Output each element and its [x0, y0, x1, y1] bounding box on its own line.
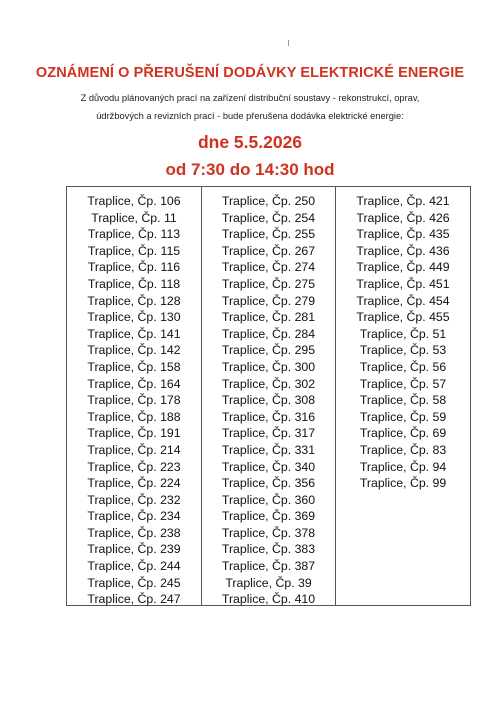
address-cell: Traplice, Čp. 130 [87, 310, 181, 325]
address-cell: Traplice, Čp. 245 [87, 575, 181, 590]
address-cell: Traplice, Čp. 317 [221, 426, 316, 441]
address-cell: Traplice, Čp. 234 [87, 509, 181, 524]
address-cell: Traplice, Čp. 275 [221, 276, 316, 291]
address-cell: Traplice, Čp. 284 [221, 326, 316, 341]
address-cell: Traplice, Čp. 281 [221, 310, 316, 325]
address-cell: Traplice, Čp. 250 [221, 194, 316, 208]
address-table [66, 186, 471, 606]
address-cell: Traplice, Čp. 331 [221, 442, 316, 457]
notice-title: OZNÁMENÍ O PŘERUŠENÍ DODÁVKY ELEKTRICKÉ ENERGIE [35, 65, 465, 81]
address-cell: Traplice, Čp. 316 [221, 409, 316, 424]
address-cell: Traplice, Čp. 56 [359, 359, 447, 374]
address-cell: Traplice, Čp. 302 [221, 376, 316, 391]
address-cell: Traplice, Čp. 57 [359, 376, 447, 391]
address-cell: Traplice, Čp. 116 [87, 260, 181, 275]
address-cell: Traplice, Čp. 128 [87, 293, 181, 308]
address-cell: Traplice, Čp. 360 [221, 492, 316, 507]
address-cell: Traplice, Čp. 223 [87, 459, 181, 474]
address-column-1 [67, 187, 201, 605]
address-cell: Traplice, Čp. 188 [87, 409, 181, 424]
address-cell: Traplice, Čp. 238 [87, 525, 181, 540]
address-cell: Traplice, Čp. 118 [87, 276, 181, 291]
outage-time: od 7:30 do 14:30 hod [165, 160, 335, 179]
address-cell: Traplice, Čp. 69 [359, 426, 447, 441]
address-cell: Traplice, Čp. 254 [221, 210, 316, 225]
address-cell: Traplice, Čp. 410 [221, 592, 316, 607]
address-cell: Traplice, Čp. 83 [359, 442, 447, 457]
address-cell: Traplice, Čp. 106 [87, 194, 181, 208]
scan-mark [288, 40, 289, 46]
address-cell: Traplice, Čp. 426 [356, 210, 450, 225]
address-cell: Traplice, Čp. 239 [87, 542, 181, 557]
address-column-3 [335, 187, 470, 605]
address-cell: Traplice, Čp. 58 [359, 393, 447, 408]
address-cell: Traplice, Čp. 178 [87, 393, 181, 408]
address-cell: Traplice, Čp. 164 [87, 376, 181, 391]
address-cell: Traplice, Čp. 191 [87, 426, 181, 441]
address-cell: Traplice, Čp. 451 [356, 276, 450, 291]
notice-description-line2: údržbových a revizních prací - bude přerušena dodávka elektrické energie: [96, 111, 404, 121]
address-cell: Traplice, Čp. 51 [359, 326, 447, 341]
address-cell: Traplice, Čp. 232 [87, 492, 181, 507]
address-cell: Traplice, Čp. 11 [91, 210, 177, 225]
address-cell: Traplice, Čp. 295 [221, 343, 316, 358]
outage-date: dne 5.5.2026 [197, 132, 303, 152]
address-cell: Traplice, Čp. 247 [87, 592, 181, 607]
address-cell: Traplice, Čp. 387 [221, 559, 316, 574]
address-cell: Traplice, Čp. 436 [356, 243, 450, 258]
address-cell: Traplice, Čp. 279 [221, 293, 316, 308]
address-cell: Traplice, Čp. 99 [359, 476, 447, 491]
address-cell: Traplice, Čp. 113 [87, 227, 181, 242]
address-cell: Traplice, Čp. 158 [87, 359, 181, 374]
notice-description-line1: Z důvodu plánovaných prací na zařízení distribuční soustavy - rekonstrukcí, oprav, [80, 93, 420, 103]
address-cell: Traplice, Čp. 383 [221, 542, 316, 557]
address-cell: Traplice, Čp. 455 [356, 310, 450, 325]
address-cell: Traplice, Čp. 378 [221, 525, 316, 540]
address-cell: Traplice, Čp. 274 [221, 260, 316, 275]
address-cell: Traplice, Čp. 300 [221, 359, 316, 374]
address-cell: Traplice, Čp. 435 [356, 227, 450, 242]
address-cell: Traplice, Čp. 369 [221, 509, 316, 524]
address-cell: Traplice, Čp. 267 [221, 243, 316, 258]
address-cell: Traplice, Čp. 39 [225, 575, 312, 590]
address-cell: Traplice, Čp. 356 [221, 476, 316, 491]
address-cell: Traplice, Čp. 94 [359, 459, 447, 474]
address-cell: Traplice, Čp. 115 [87, 243, 181, 258]
address-cell: Traplice, Čp. 224 [87, 476, 181, 491]
address-cell: Traplice, Čp. 59 [359, 409, 447, 424]
address-cell: Traplice, Čp. 454 [356, 293, 450, 308]
address-cell: Traplice, Čp. 255 [221, 227, 316, 242]
address-cell: Traplice, Čp. 449 [356, 260, 450, 275]
address-cell: Traplice, Čp. 214 [87, 442, 181, 457]
address-cell: Traplice, Čp. 244 [87, 559, 181, 574]
address-cell: Traplice, Čp. 308 [221, 393, 316, 408]
address-cell: Traplice, Čp. 53 [359, 343, 447, 358]
address-cell: Traplice, Čp. 142 [87, 343, 181, 358]
address-column-2 [201, 187, 335, 605]
address-cell: Traplice, Čp. 141 [87, 326, 181, 341]
address-cell: Traplice, Čp. 340 [221, 459, 316, 474]
address-cell: Traplice, Čp. 421 [356, 194, 450, 208]
